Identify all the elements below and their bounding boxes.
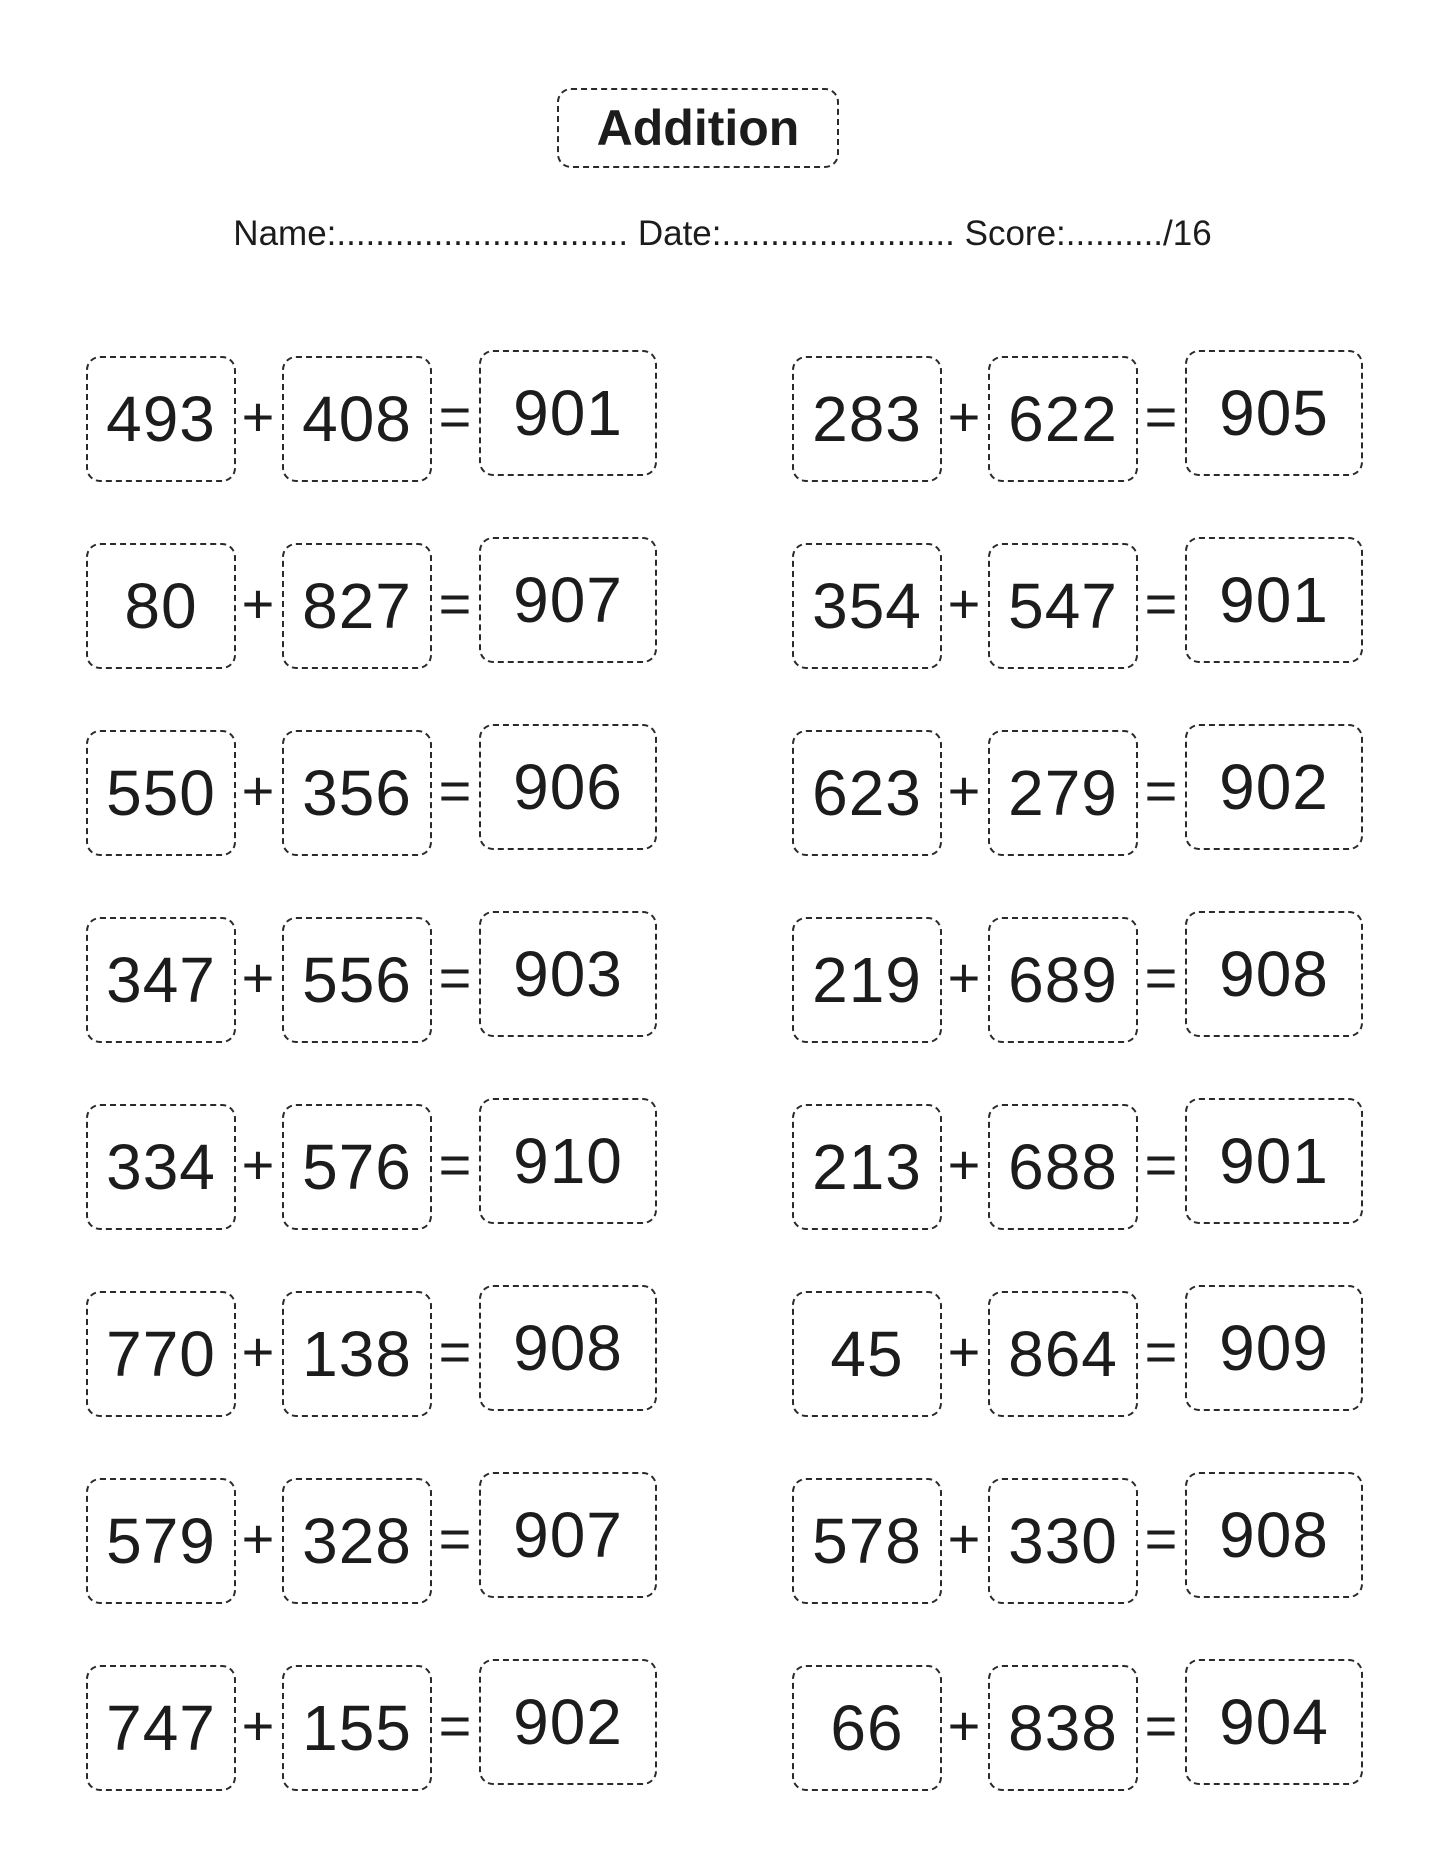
- addend-b-box: 556: [282, 917, 432, 1043]
- equals-sign: =: [438, 1694, 472, 1757]
- addend-b-box: 827: [282, 543, 432, 669]
- answer-box: 903: [479, 911, 657, 1037]
- addend-a-box: 354: [792, 543, 942, 669]
- addend-a-box: 579: [86, 1478, 236, 1604]
- answer-box: 901: [479, 350, 657, 476]
- answer-box: 909: [1185, 1285, 1363, 1411]
- equals-sign: =: [438, 946, 472, 1009]
- addend-b-box: 330: [988, 1478, 1138, 1604]
- addend-b-box: 689: [988, 917, 1138, 1043]
- equals-sign: =: [1144, 946, 1178, 1009]
- addend-a-box: 623: [792, 730, 942, 856]
- answer-box: 901: [1185, 1098, 1363, 1224]
- answer-box: 906: [479, 724, 657, 850]
- addend-b-box: 279: [988, 730, 1138, 856]
- equals-sign: =: [438, 1133, 472, 1196]
- plus-sign: +: [241, 572, 275, 635]
- answer-box: 901: [1185, 537, 1363, 663]
- equals-sign: =: [438, 1320, 472, 1383]
- addend-a-box: 578: [792, 1478, 942, 1604]
- equals-sign: =: [1144, 1133, 1178, 1196]
- answer-box: 904: [1185, 1659, 1363, 1785]
- addend-b-box: 576: [282, 1104, 432, 1230]
- addend-b-box: 864: [988, 1291, 1138, 1417]
- addend-b-box: 155: [282, 1665, 432, 1791]
- answer-box: 902: [1185, 724, 1363, 850]
- plus-sign: +: [241, 759, 275, 822]
- plus-sign: +: [947, 1320, 981, 1383]
- addend-a-box: 283: [792, 356, 942, 482]
- answer-box: 908: [479, 1285, 657, 1411]
- addend-a-box: 347: [86, 917, 236, 1043]
- plus-sign: +: [241, 385, 275, 448]
- plus-sign: +: [947, 759, 981, 822]
- plus-sign: +: [947, 1694, 981, 1757]
- addend-a-box: 334: [86, 1104, 236, 1230]
- answer-box: 905: [1185, 350, 1363, 476]
- answer-box: 908: [1185, 911, 1363, 1037]
- addend-a-box: 45: [792, 1291, 942, 1417]
- addend-a-box: 213: [792, 1104, 942, 1230]
- plus-sign: +: [947, 1507, 981, 1570]
- plus-sign: +: [947, 385, 981, 448]
- equals-sign: =: [438, 1507, 472, 1570]
- addend-b-box: 547: [988, 543, 1138, 669]
- addend-b-box: 408: [282, 356, 432, 482]
- addend-a-box: 80: [86, 543, 236, 669]
- addend-b-box: 356: [282, 730, 432, 856]
- answer-box: 910: [479, 1098, 657, 1224]
- plus-sign: +: [947, 946, 981, 1009]
- worksheet-title: Addition: [557, 88, 839, 168]
- name-field: Name:..............................: [233, 214, 629, 253]
- addend-a-box: 550: [86, 730, 236, 856]
- plus-sign: +: [947, 572, 981, 635]
- equals-sign: =: [1144, 1694, 1178, 1757]
- addend-b-box: 688: [988, 1104, 1138, 1230]
- equals-sign: =: [1144, 1507, 1178, 1570]
- addend-a-box: 66: [792, 1665, 942, 1791]
- plus-sign: +: [241, 1694, 275, 1757]
- addend-a-box: 493: [86, 356, 236, 482]
- equals-sign: =: [438, 385, 472, 448]
- addend-a-box: 219: [792, 917, 942, 1043]
- worksheet-header: [0, 214, 1445, 254]
- plus-sign: +: [241, 946, 275, 1009]
- addend-b-box: 138: [282, 1291, 432, 1417]
- date-field: Date:........................: [637, 214, 955, 253]
- answer-box: 907: [479, 1472, 657, 1598]
- addend-b-box: 328: [282, 1478, 432, 1604]
- addend-a-box: 747: [86, 1665, 236, 1791]
- addend-b-box: 622: [988, 356, 1138, 482]
- answer-box: 907: [479, 537, 657, 663]
- equals-sign: =: [438, 572, 472, 635]
- answer-box: 908: [1185, 1472, 1363, 1598]
- plus-sign: +: [241, 1133, 275, 1196]
- plus-sign: +: [947, 1133, 981, 1196]
- plus-sign: +: [241, 1507, 275, 1570]
- score-field: Score:........../16: [964, 214, 1212, 253]
- answer-box: 902: [479, 1659, 657, 1785]
- equals-sign: =: [1144, 385, 1178, 448]
- equals-sign: =: [438, 759, 472, 822]
- equals-sign: =: [1144, 572, 1178, 635]
- equals-sign: =: [1144, 759, 1178, 822]
- plus-sign: +: [241, 1320, 275, 1383]
- equals-sign: =: [1144, 1320, 1178, 1383]
- addend-b-box: 838: [988, 1665, 1138, 1791]
- addend-a-box: 770: [86, 1291, 236, 1417]
